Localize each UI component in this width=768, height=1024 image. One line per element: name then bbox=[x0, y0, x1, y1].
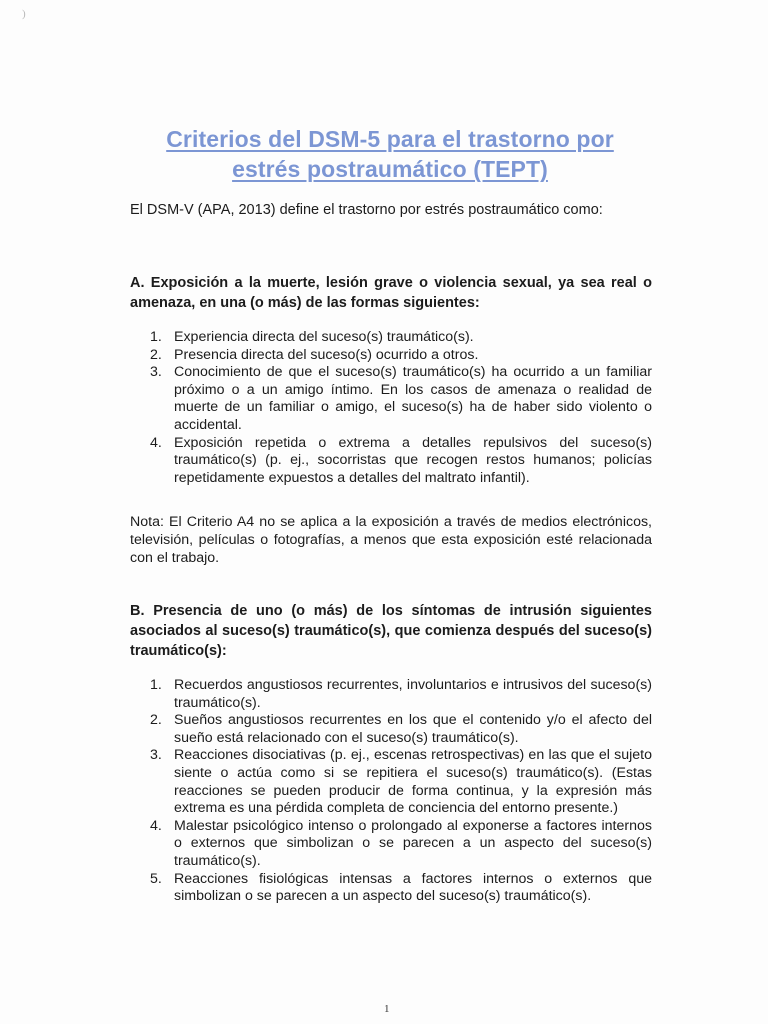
list-item bbox=[150, 871, 652, 906]
title-line-1: Criterios del DSM-5 para el trastorno por bbox=[166, 126, 614, 152]
section-a-heading: A. Exposición a la muerte, lesión grave o violencia sexual, ya sea real o amenaza, en una (o más) de las formas siguientes: bbox=[130, 275, 652, 311]
section-a-list bbox=[150, 329, 652, 487]
list-item bbox=[150, 329, 652, 347]
list-item-text: Conocimiento de que el suceso(s) traumático(s) ha ocurrido a un familiar próximo o a un amigo íntimo. En los casos de amenaza o realidad de muerte de un familiar o amigo, el suceso(s) ha de haber sido violento o accidental. bbox=[174, 364, 652, 433]
list-item-number: 1. bbox=[150, 329, 162, 345]
page-number: 1 bbox=[384, 1003, 390, 1015]
list-item-number: 3. bbox=[150, 747, 162, 764]
list-item-number: 4. bbox=[150, 434, 162, 451]
section-b-list bbox=[150, 677, 652, 906]
list-item-number: 2. bbox=[150, 712, 162, 729]
section-b-heading: B. Presencia de uno (o más) de los síntomas de intrusión siguientes asociados al suceso(s) traumático(s), que comienza después del suceso(s) traumático(s): bbox=[130, 603, 652, 659]
list-item-text: Recuerdos angustiosos recurrentes, involuntarios e intrusivos del suceso(s) traumático(s). bbox=[174, 677, 652, 711]
document-title bbox=[130, 124, 650, 184]
intro-paragraph: El DSM-V (APA, 2013) define el trastorno por estrés postraumático como: bbox=[130, 202, 603, 218]
note-paragraph: Nota: El Criterio A4 no se aplica a la exposición a través de medios electrónicos, televisión, películas o fotografías, a menos que esta exposición esté relacionada con el trabajo. bbox=[130, 514, 652, 566]
list-item-text: Reacciones disociativas (p. ej., escenas retrospectivas) en las que el sujeto siente o actúa como si se repitiera el suceso(s) traumático(s). (Estas reacciones se pueden producir de forma continua, y la expresión más extrema es una pérdida completa de conciencia del entorno presente.) bbox=[174, 747, 652, 817]
list-item-number: 5. bbox=[150, 870, 162, 887]
list-item-text: Malestar psicológico intenso o prolongado al exponerse a factores internos o externos que simbolizan o se parecen a un aspecto del suceso(s) traumático(s). bbox=[174, 817, 652, 869]
list-item bbox=[150, 677, 652, 712]
list-item-text: Sueños angustiosos recurrentes en los que el contenido y/o el afecto del sueño está relacionado con el suceso(s) traumático(s). bbox=[174, 712, 652, 746]
list-item bbox=[150, 347, 652, 365]
list-item-text: Exposición repetida o extrema a detalles repulsivos del suceso(s) traumático(s) (p. ej., socorristas que recogen restos humanos; policías repetidamente expuestos a detalles del maltrato infantil). bbox=[174, 434, 652, 486]
list-item-number: 1. bbox=[150, 677, 162, 693]
list-item-text: Presencia directa del suceso(s) ocurrido a otros. bbox=[174, 346, 479, 363]
list-item-number: 4. bbox=[150, 817, 162, 834]
list-item bbox=[150, 818, 652, 871]
list-item bbox=[150, 712, 652, 747]
list-item-text: Reacciones fisiológicas intensas a factores internos o externos que simbolizan o se parecen a un aspecto del suceso(s) traumático(s). bbox=[174, 870, 652, 905]
scan-speck: ) bbox=[22, 8, 26, 20]
title-line-2: estrés postraumático (TEPT) bbox=[232, 156, 548, 182]
list-item-number: 2. bbox=[150, 346, 162, 363]
list-item bbox=[150, 435, 652, 488]
list-item-text: Experiencia directa del suceso(s) traumático(s). bbox=[174, 329, 474, 345]
list-item bbox=[150, 747, 652, 817]
list-item bbox=[150, 364, 652, 434]
list-item-number: 3. bbox=[150, 364, 162, 381]
